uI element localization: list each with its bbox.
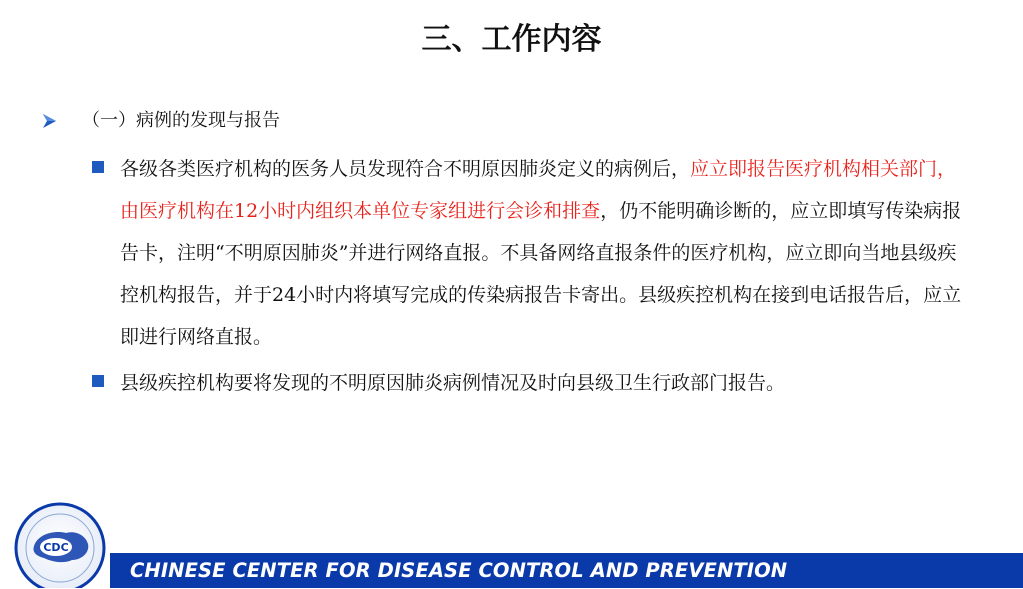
- list-item: [92, 362, 972, 404]
- square-bullet-icon: [92, 161, 104, 173]
- cdc-logo-icon: [4, 500, 116, 588]
- section-heading: （一）病例的发现与报告: [82, 110, 280, 131]
- bullet-text: [120, 362, 970, 404]
- square-bullet-icon: [92, 375, 104, 387]
- bullet-text-part: ，仍不能明确诊断的，应立即填写传染病报告卡，注明“不明原因肺炎”并进行网络直报。不具备网络直报条件的医疗机构，应立即向当地县级疾控机构报告，并于24小时内将填写完成的传染病报告卡寄出。县级疾控机构在接到电话报告后，应立即进行网络直报。: [120, 200, 962, 348]
- logo-text: CDC: [43, 541, 69, 554]
- bullet-list: [92, 148, 972, 408]
- bullet-text-part: 县级疾控机构要将发现的不明原因肺炎病例情况及时向县级卫生行政部门报告。: [120, 372, 786, 394]
- section-header: [40, 106, 980, 136]
- list-item: [92, 148, 972, 358]
- page-title: 三、工作内容: [421, 22, 602, 57]
- section-heading-row: [40, 106, 980, 136]
- bullet-text: [120, 148, 970, 358]
- arrow-icon: [40, 112, 58, 130]
- bullet-text-highlight: 应立即报告医疗机构相关部门，由医疗机构在12小时内组织本单位专家组进行会诊和排查: [120, 158, 957, 222]
- footer-text: CHINESE CENTER FOR DISEASE CONTROL AND PREVENTION: [130, 559, 788, 582]
- bullet-text-part: 各级各类医疗机构的医务人员发现符合不明原因肺炎定义的病例后，: [120, 158, 691, 180]
